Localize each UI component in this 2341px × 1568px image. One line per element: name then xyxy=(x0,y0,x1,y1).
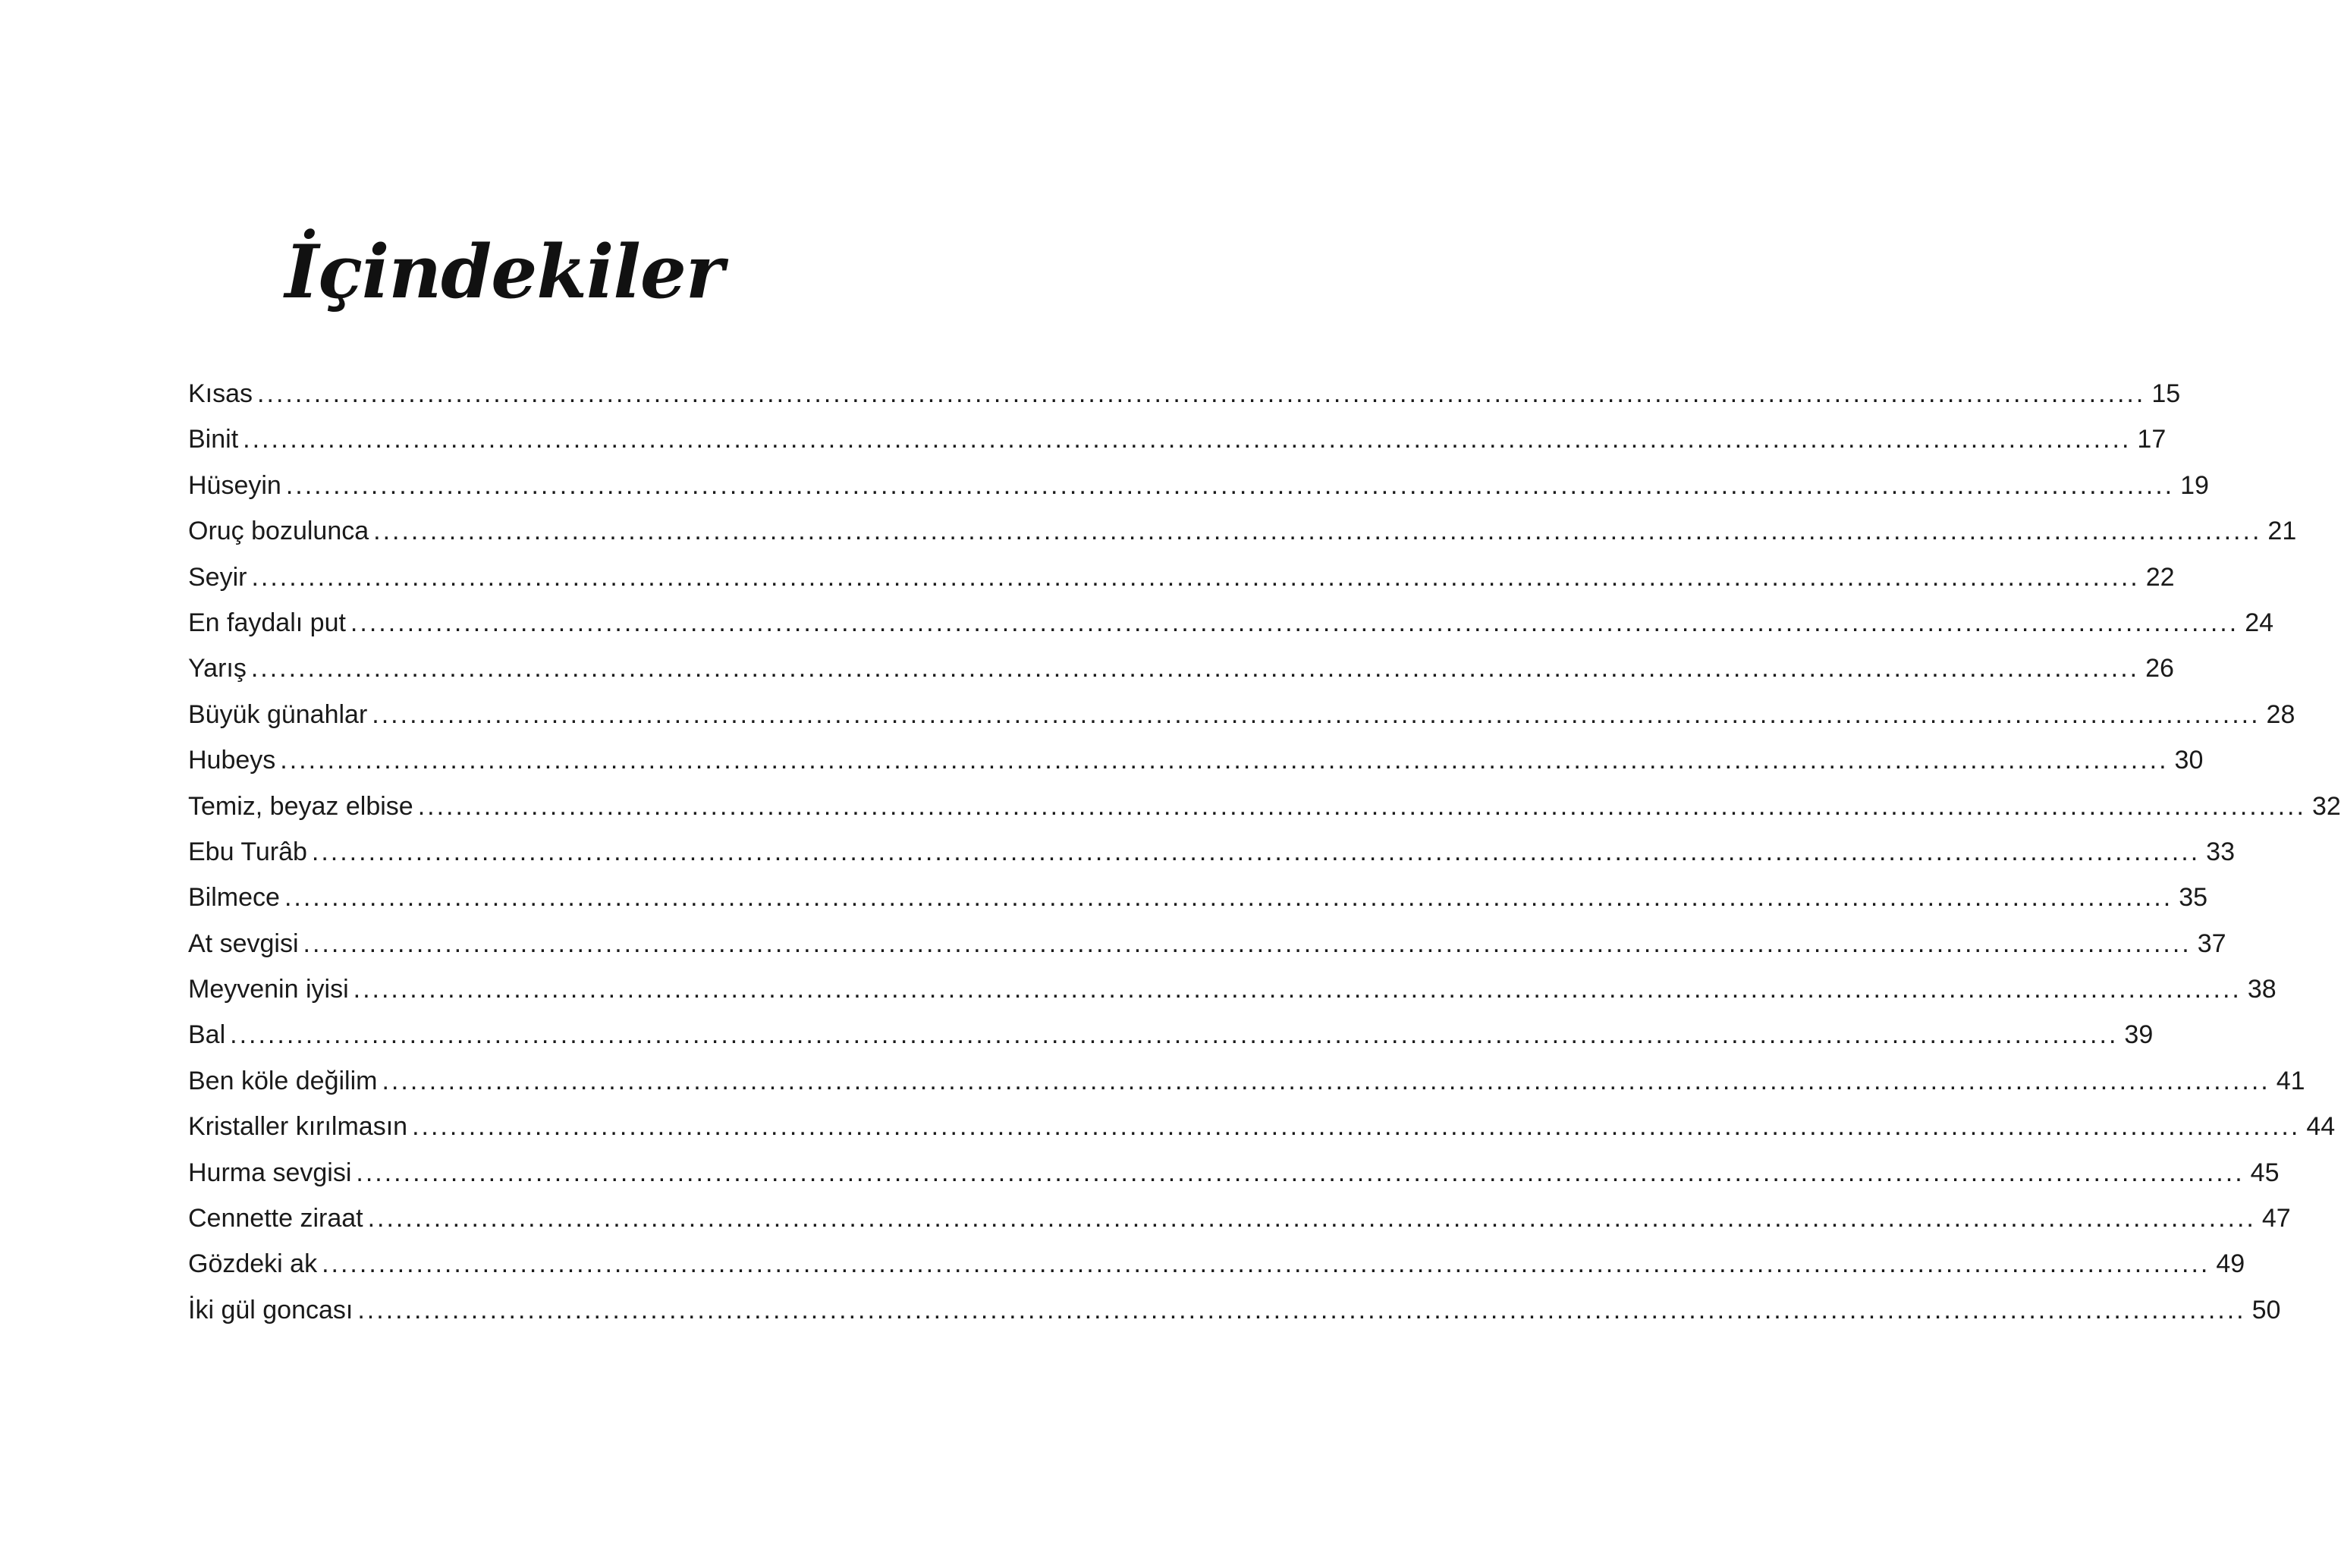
dot-leader: ........................................................................................................................................................................................................ xyxy=(303,929,2192,958)
toc-entry[interactable] xyxy=(188,1287,2281,1333)
toc-entry-page: 41 xyxy=(2276,1066,2305,1095)
toc-entry-title: İki gül goncası xyxy=(188,1295,354,1324)
dot-leader: ........................................................................................................................................................................................................ xyxy=(257,379,2146,408)
toc-entry-page: 33 xyxy=(2206,837,2235,866)
toc-entry-title: Bilmece xyxy=(188,883,280,913)
toc-entry[interactable] xyxy=(188,829,2235,875)
toc-entry-page: 47 xyxy=(2261,1204,2291,1233)
dot-leader: ........................................................................................................................................................................................................ xyxy=(251,562,2140,592)
toc-entry-title: Seyir xyxy=(188,562,247,592)
dot-leader: ........................................................................................................................................................................................................ xyxy=(372,699,2261,729)
toc-entry-page: 15 xyxy=(2151,379,2181,408)
toc-entry[interactable] xyxy=(188,1058,2305,1104)
toc-entry-title: Oruç bozulunca xyxy=(188,517,369,546)
toc-entry-page: 21 xyxy=(2267,517,2297,546)
toc-entry-page: 38 xyxy=(2247,975,2277,1004)
toc-entry-page: 22 xyxy=(2145,562,2175,592)
toc-entry-title: Ben köle değilim xyxy=(188,1066,378,1095)
dot-leader: ........................................................................................................................................................................................................ xyxy=(230,1020,2119,1050)
table-of-contents xyxy=(188,371,2341,1333)
toc-entry[interactable] xyxy=(188,966,2277,1012)
toc-entry-title: Meyvenin iyisi xyxy=(188,975,349,1004)
toc-entry-title: Kristaller kırılmasın xyxy=(188,1112,408,1142)
toc-entry-page: 35 xyxy=(2179,883,2208,913)
toc-entry-page: 49 xyxy=(2216,1249,2245,1279)
toc-entry[interactable] xyxy=(188,784,2341,829)
toc-entry-title: Hurma sevgisi xyxy=(188,1158,352,1187)
toc-entry[interactable] xyxy=(188,737,2204,783)
dot-leader: ........................................................................................................................................................................................................ xyxy=(250,654,2140,683)
dot-leader: ........................................................................................................................................................................................................ xyxy=(353,975,2242,1004)
toc-entry[interactable] xyxy=(188,463,2209,508)
dot-leader: ........................................................................................................................................................................................................ xyxy=(356,1158,2245,1187)
toc-entry-title: Temiz, beyaz elbise xyxy=(188,791,413,821)
dot-leader: ........................................................................................................................................................................................................ xyxy=(373,517,2262,546)
dot-leader: ........................................................................................................................................................................................................ xyxy=(357,1295,2246,1324)
toc-entry[interactable] xyxy=(188,1104,2336,1149)
toc-entry-page: 19 xyxy=(2180,470,2209,500)
toc-entry-title: Büyük günahlar xyxy=(188,699,368,729)
toc-entry[interactable] xyxy=(188,921,2226,966)
toc-entry-page: 39 xyxy=(2124,1020,2154,1050)
toc-entry-title: Binit xyxy=(188,425,239,454)
dot-leader: ........................................................................................................................................................................................................ xyxy=(322,1249,2211,1279)
toc-entry-page: 17 xyxy=(2137,425,2167,454)
dot-leader: ........................................................................................................................................................................................................ xyxy=(417,791,2306,821)
toc-entry-page: 45 xyxy=(2250,1158,2280,1187)
dot-leader: ........................................................................................................................................................................................................ xyxy=(280,746,2169,775)
toc-entry[interactable] xyxy=(188,416,2167,462)
toc-entry[interactable] xyxy=(188,875,2208,920)
toc-entry-title: Hubeys xyxy=(188,746,276,775)
toc-entry-page: 44 xyxy=(2306,1112,2336,1142)
toc-entry[interactable] xyxy=(188,508,2297,554)
toc-entry-title: En faydalı put xyxy=(188,608,346,637)
toc-entry-page: 30 xyxy=(2174,746,2204,775)
toc-entry-page: 26 xyxy=(2145,654,2174,683)
dot-leader: ........................................................................................................................................................................................................ xyxy=(367,1204,2256,1233)
toc-entry[interactable] xyxy=(188,692,2295,737)
toc-entry-page: 28 xyxy=(2266,699,2295,729)
dot-leader: ........................................................................................................................................................................................................ xyxy=(285,470,2175,500)
toc-entry-title: Yarış xyxy=(188,654,247,683)
dot-leader: ........................................................................................................................................................................................................ xyxy=(350,608,2239,637)
toc-entry[interactable] xyxy=(188,1150,2280,1196)
dot-leader: ........................................................................................................................................................................................................ xyxy=(243,425,2132,454)
toc-entry[interactable] xyxy=(188,1196,2291,1241)
toc-entry-page: 50 xyxy=(2251,1295,2281,1324)
dot-leader: ........................................................................................................................................................................................................ xyxy=(284,883,2173,913)
toc-entry-title: Kısas xyxy=(188,379,253,408)
dot-leader: ........................................................................................................................................................................................................ xyxy=(382,1066,2270,1095)
page-title: İçindekiler xyxy=(284,229,724,316)
toc-entry[interactable] xyxy=(188,646,2174,691)
toc-entry[interactable] xyxy=(188,1241,2245,1287)
toc-entry-title: Cennette ziraat xyxy=(188,1204,363,1233)
toc-entry[interactable] xyxy=(188,1012,2154,1057)
toc-entry[interactable] xyxy=(188,371,2181,416)
toc-entry-page: 32 xyxy=(2311,791,2341,821)
toc-entry-page: 24 xyxy=(2245,608,2274,637)
dot-leader: ........................................................................................................................................................................................................ xyxy=(311,837,2201,866)
toc-entry-title: Hüseyin xyxy=(188,470,281,500)
toc-entry-page: 37 xyxy=(2197,929,2226,958)
toc-entry-title: At sevgisi xyxy=(188,929,299,958)
toc-entry[interactable] xyxy=(188,600,2274,646)
toc-entry-title: Gözdeki ak xyxy=(188,1249,318,1279)
toc-entry[interactable] xyxy=(188,555,2175,600)
dot-leader: ........................................................................................................................................................................................................ xyxy=(412,1112,2301,1142)
toc-entry-title: Bal xyxy=(188,1020,226,1050)
toc-entry-title: Ebu Turâb xyxy=(188,837,307,866)
